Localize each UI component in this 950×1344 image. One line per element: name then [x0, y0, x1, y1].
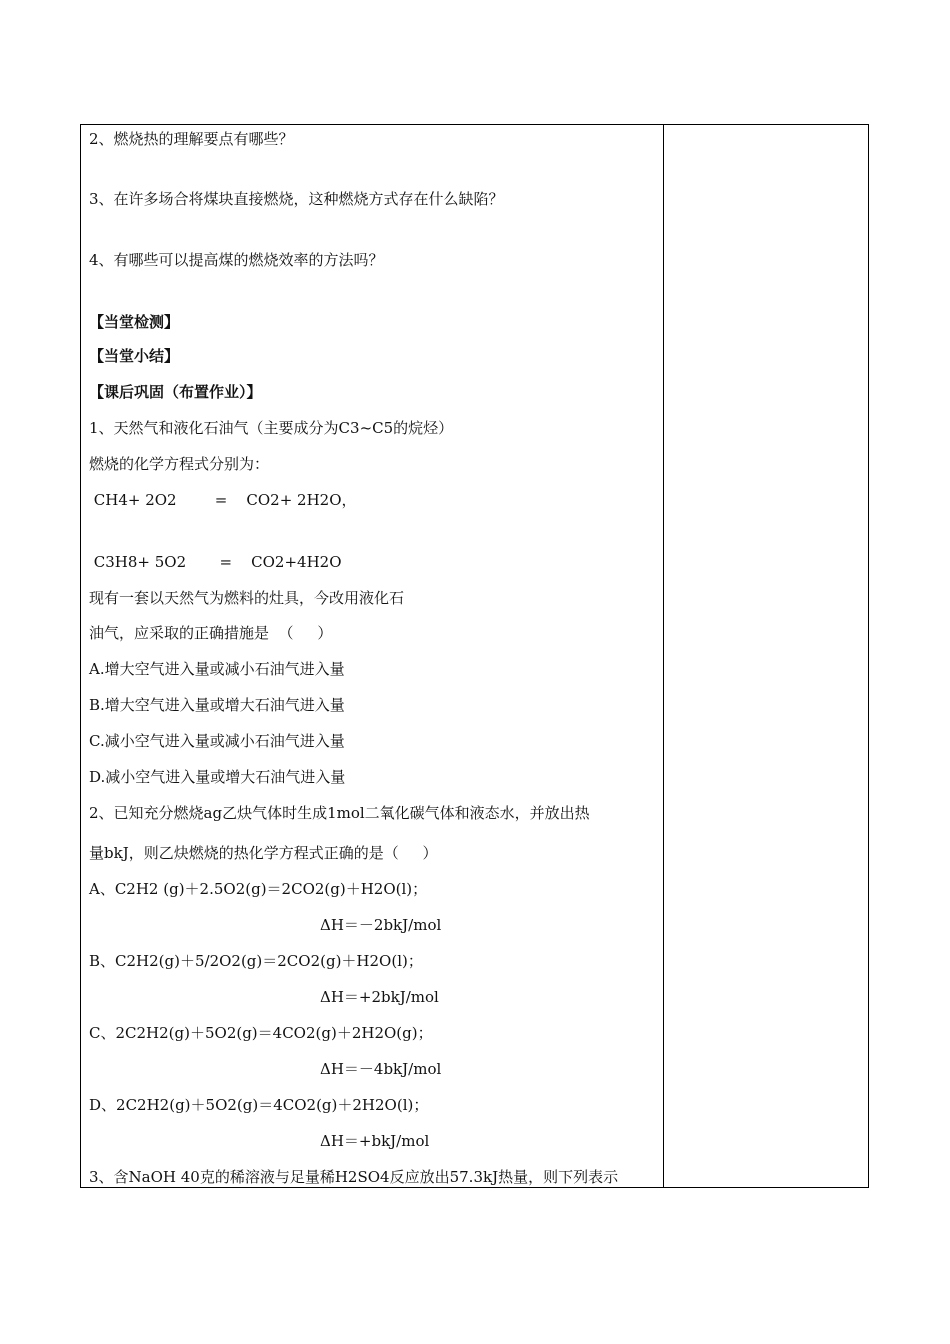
question-3: 3、在许多场合将煤块直接燃烧，这种燃烧方式存在什么缺陷？	[89, 190, 504, 208]
section-summary: 【当堂小结】	[89, 347, 180, 365]
hw2-stem-1: 2、已知充分燃烧ag乙炔气体时生成1mol二氧化碳气体和液态水，并放出热	[89, 804, 590, 822]
hw1-stem-2: 油气，应采取的正确措施是 （ ）	[89, 624, 333, 642]
section-check: 【当堂检测】	[89, 313, 180, 331]
hw2-option-d: D、2C2H2(g)＋5O2(g)＝4CO2(g)＋2H2O(l)；	[89, 1096, 429, 1114]
hw2-option-d-enthalpy: ΔH＝+bkJ/mol	[320, 1132, 430, 1150]
hw1-intro2: 燃烧的化学方程式分别为：	[89, 455, 270, 473]
hw1-equation-2: C3H8+ 5O2 = CO2+4H2O	[89, 553, 342, 571]
hw1-intro: 1、天然气和液化石油气（主要成分为C3~C5的烷烃）	[89, 419, 454, 437]
hw2-option-a: A、C2H2 (g)＋2.5O2(g)＝2CO2(g)＋H2O(l)；	[89, 880, 428, 898]
hw1-option-a: A.增大空气进入量或减小石油气进入量	[89, 660, 345, 678]
hw2-option-b: B、C2H2(g)＋5/2O2(g)＝2CO2(g)＋H2O(l)；	[89, 952, 423, 970]
hw1-option-d: D.减小空气进入量或增大石油气进入量	[89, 768, 346, 786]
question-2: 2、燃烧热的理解要点有哪些？	[89, 130, 294, 148]
hw3-stem-1: 3、含NaOH 40克的稀溶液与足量稀H2SO4反应放出57.3kJ热量，则下列表示	[89, 1168, 619, 1186]
hw2-option-c: C、2C2H2(g)＋5O2(g)＝4CO2(g)＋2H2O(g)；	[89, 1024, 433, 1042]
hw2-option-a-enthalpy: ΔH＝－2bkJ/mol	[320, 916, 442, 934]
hw1-option-b: B.增大空气进入量或增大石油气进入量	[89, 696, 345, 714]
hw1-stem-1: 现有一套以天然气为燃料的灶具，今改用液化石	[89, 589, 405, 607]
hw2-stem-2: 量bkJ，则乙炔燃烧的热化学方程式正确的是（ ）	[89, 844, 438, 862]
section-homework: 【课后巩固（布置作业）】	[89, 383, 262, 401]
question-4: 4、有哪些可以提高煤的燃烧效率的方法吗？	[89, 251, 384, 269]
hw1-option-c: C.减小空气进入量或减小石油气进入量	[89, 732, 345, 750]
column-divider	[663, 125, 664, 1187]
content-table	[80, 124, 869, 1188]
hw1-equation-1: CH4+ 2O2 = CO2+ 2H2O，	[89, 491, 357, 509]
hw2-option-c-enthalpy: ΔH＝－4bkJ/mol	[320, 1060, 442, 1078]
hw2-option-b-enthalpy: ΔH＝+2bkJ/mol	[320, 988, 439, 1006]
